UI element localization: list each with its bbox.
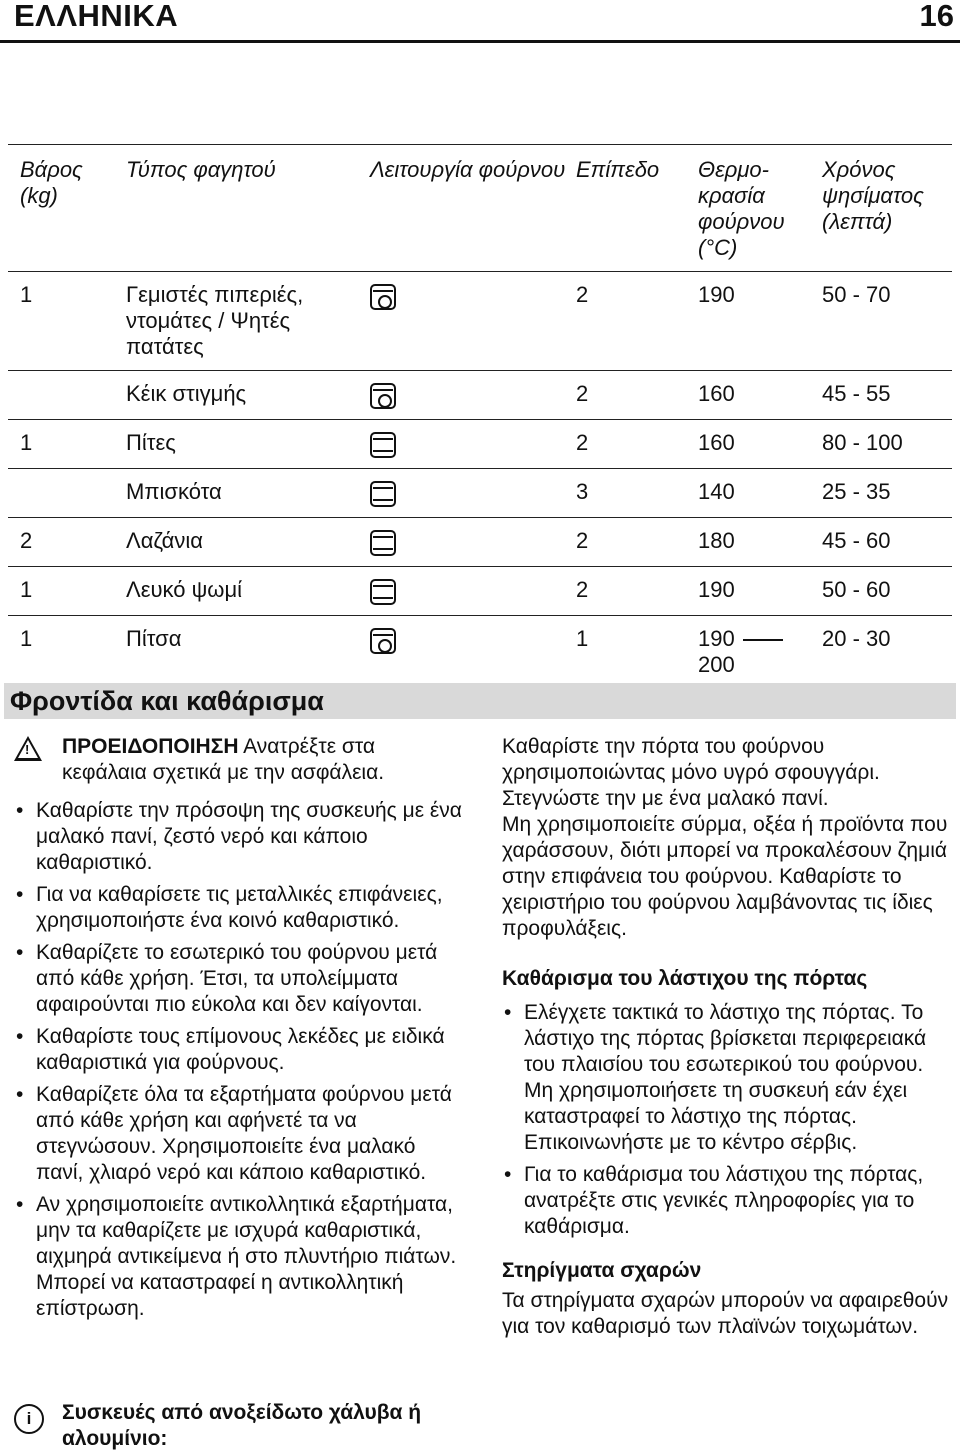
time-cell: 50 - 70 <box>822 282 891 307</box>
table-row <box>8 420 952 469</box>
paragraph: Μη χρησιμοποιείτε σύρμα, οξέα ή προϊόντα που χαράσσουν, διότι μπορεί να προκαλέσουν ζημιά στην επιφάνεια του φούρνου. Καθαρίστε το χειριστήριο του φούρνου λαμβάνοντας τις ίδιες προφυλάξεις. <box>502 813 948 940</box>
table-row <box>8 616 952 689</box>
table-row <box>8 567 952 616</box>
fan-oven-icon <box>370 628 396 654</box>
column-header: Λειτουργία φούρνου <box>370 157 566 182</box>
food-cell: Πίτσα <box>126 626 182 651</box>
left-column <box>14 734 464 1328</box>
level-cell: 2 <box>576 528 589 553</box>
table-row <box>8 518 952 567</box>
fan-oven-icon <box>370 284 396 310</box>
column-header: Βάρος (kg) <box>20 157 83 208</box>
temp-value-2: 200 <box>698 652 735 677</box>
conventional-oven-icon <box>370 481 396 507</box>
level-cell: 2 <box>576 282 589 307</box>
temp-cell: 190 <box>698 577 735 602</box>
subheading-door-seal: Καθάρισμα του λάστιχου της πόρτας <box>502 967 868 990</box>
weight-cell <box>8 469 126 518</box>
language-label: ΕΛΛΗΝΙΚΑ <box>14 0 179 33</box>
time-cell: 50 - 60 <box>822 577 891 602</box>
warning-text: Ανατρέξτε στα κεφάλαια σχετικά με την ασφάλεια. <box>62 735 385 784</box>
section-title: Φροντίδα και καθάρισμα <box>10 686 324 716</box>
column-header: Τύπος φαγητού <box>126 157 276 182</box>
list-item: • Καθαρίζετε το εσωτερικό του φούρνου μετά από κάθε χρήση. Έτσι, τα υπολείμματα αφαιρούνται πιο εύκολα και δεν καίγονται. <box>14 940 464 1018</box>
conventional-oven-icon <box>370 530 396 556</box>
list-item: • Για να καθαρίσετε τις μεταλλικές επιφάνειες, χρησιμοποιήστε ένα κοινό καθαριστικό. <box>14 882 464 934</box>
level-cell: 3 <box>576 479 589 504</box>
warning-icon: ! <box>14 736 42 761</box>
column-header: Επίπεδο <box>576 157 660 182</box>
section-header <box>4 683 956 719</box>
temp-cell <box>698 616 822 689</box>
time-cell: 20 - 30 <box>822 626 891 651</box>
weight-cell: 1 <box>20 626 33 651</box>
temp-cell: 180 <box>698 528 735 553</box>
time-cell: 45 - 55 <box>822 381 891 406</box>
list-item: • Καθαρίστε τους επίμονους λεκέδες με ειδικά καθαριστικά για φούρνους. <box>14 1024 464 1076</box>
food-cell: Γεμιστές πιπεριές, ντομάτες / Ψητές πατάτες <box>126 282 304 359</box>
table-row <box>8 371 952 420</box>
page-header <box>0 0 960 42</box>
list-item: • Καθαρίζετε όλα τα εξαρτήματα φούρνου μετά από κάθε χρήση και αφήνετέ τα να στεγνώσουν. Χρησιμοποιείτε ένα μαλακό πανί, χλιαρό νερό και κάποιο καθαριστικό. <box>14 1082 464 1186</box>
column-header: Θερμοκρασία φούρνου (°C) <box>698 157 785 260</box>
door-seal-list <box>502 1000 952 1240</box>
table-row <box>8 272 952 371</box>
header-rule <box>0 40 960 43</box>
time-cell: 45 - 60 <box>822 528 891 553</box>
page-number: 16 <box>919 0 954 33</box>
paragraph: Τα στηρίγματα σχαρών μπορούν να αφαιρεθούν για τον καθαρισμό των πλαϊνών τοιχωμάτων. <box>502 1289 949 1338</box>
paragraph: Καθαρίστε την πόρτα του φούρνου χρησιμοποιώντας μόνο υγρό σφουγγάρι. Στεγνώστε την με ένα μαλακό πανί. <box>502 735 880 810</box>
food-cell: Λευκό ψωμί <box>126 577 243 602</box>
temp-cell: 160 <box>698 430 735 455</box>
conventional-oven-icon <box>370 579 396 605</box>
fan-oven-icon <box>370 383 396 409</box>
level-cell: 2 <box>576 381 589 406</box>
time-cell: 25 - 35 <box>822 479 891 504</box>
temp-value: 190 <box>698 626 735 651</box>
food-cell: Λαζάνια <box>126 528 203 553</box>
range-dash <box>743 639 783 641</box>
right-column <box>502 734 952 1340</box>
weight-cell <box>8 371 126 420</box>
level-cell: 1 <box>576 626 589 651</box>
column-header: Χρόνος ψησίματος (λεπτά) <box>822 157 924 234</box>
temp-cell: 190 <box>698 282 735 307</box>
table-header-row <box>8 145 952 272</box>
subheading-shelf-supports: Στηρίγματα σχαρών <box>502 1259 702 1282</box>
level-cell: 2 <box>576 430 589 455</box>
info-title: Συσκευές από ανοξείδωτο χάλυβα ή αλουμίνιο: <box>62 1401 422 1450</box>
level-cell: 2 <box>576 577 589 602</box>
table-row <box>8 469 952 518</box>
cooking-table <box>8 144 952 689</box>
temp-cell: 160 <box>698 381 735 406</box>
conventional-oven-icon <box>370 432 396 458</box>
list-item: • Για το καθάρισμα του λάστιχου της πόρτας, ανατρέξτε στις γενικές πληροφορίες για το καθάρισμα. <box>502 1162 952 1240</box>
weight-cell: 2 <box>20 528 33 553</box>
weight-cell: 1 <box>20 430 33 455</box>
weight-cell: 1 <box>20 282 33 307</box>
food-cell: Πίτες <box>126 430 176 455</box>
weight-cell: 1 <box>20 577 33 602</box>
food-cell: Κέικ στιγμής <box>126 381 247 406</box>
food-cell: Μπισκότα <box>126 479 222 504</box>
warning-label: ΠΡΟΕΙΔΟΠΟΙΗΣΗ <box>62 735 239 758</box>
warning-note <box>14 734 464 786</box>
list-item: • Αν χρησιμοποιείτε αντικολλητικά εξαρτήματα, μην τα καθαρίζετε με ισχυρά καθαριστικά, αιχμηρά αντικείμενα ή στο πλυντήριο πιάτων. Μπορεί να καταστραφεί η αντικολλητική επίστρωση. <box>14 1192 464 1322</box>
list-item: • Ελέγχετε τακτικά το λάστιχο της πόρτας. Το λάστιχο της πόρτας βρίσκεται περιφερειακά του πλαισίου του εσωτερικού του φούρνου. Μη χρησιμοποιήσετε τη συσκευή εάν έχει καταστραφεί το λάστιχο της πόρτας. Επικοινωνήστε με το κέντρο σέρβις. <box>502 1000 952 1156</box>
info-icon: i <box>14 1404 44 1434</box>
list-item: • Καθαρίστε την πρόσοψη της συσκευής με ένα μαλακό πανί, ζεστό νερό και κάποιο καθαριστικό. <box>14 798 464 876</box>
temp-cell: 140 <box>698 479 735 504</box>
time-cell: 80 - 100 <box>822 430 903 455</box>
info-note <box>14 1400 464 1452</box>
cleaning-list <box>14 798 464 1322</box>
